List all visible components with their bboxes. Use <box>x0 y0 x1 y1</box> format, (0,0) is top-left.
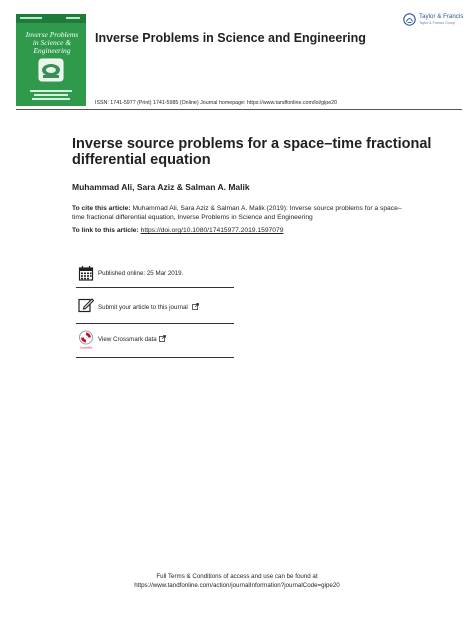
doi-link[interactable]: https://doi.org/10.1080/17415977.2019.1597079 <box>140 227 284 234</box>
footer-line1: Full Terms & Conditions of access and use can be found at <box>156 573 318 580</box>
crossmark-link <box>98 335 166 343</box>
submit-article-text[interactable]: Submit your article to this journal <box>98 304 188 311</box>
calendar-icon <box>78 265 94 281</box>
link-label: To link to this article: <box>72 227 139 234</box>
crossmark-row[interactable] <box>76 328 234 358</box>
publisher-name: Taylor & Francis <box>419 13 464 20</box>
crossmark-text[interactable]: View Crossmark data <box>98 336 157 343</box>
published-online-row <box>76 264 234 288</box>
submit-article-row[interactable] <box>76 294 234 324</box>
cover-header-band <box>16 14 86 23</box>
cite-text: Muhammad Ali, Sara Aziz & Salman A. Malik (2019): Inverse source problems for a space–time fractional differential equation, Inverse Problems in Science and Engineering <box>72 205 402 222</box>
journal-cover-thumbnail <box>16 14 86 106</box>
taylor-francis-logo-icon <box>403 13 416 26</box>
published-online-text: Published online: 25 Mar 2019. <box>98 270 184 277</box>
crossmark-logo-text: CrossMark <box>79 346 93 350</box>
article-link-line <box>72 227 283 234</box>
footer-url[interactable]: https://www.tandfonline.com/action/journalInformation?journalCode=gipe20 <box>134 581 340 589</box>
issn-homepage-line[interactable]: ISSN: 1741-5977 (Print) 1741-5985 (Online) Journal homepage: https://www.tandfonline.com/loi/gipe20 <box>95 100 338 106</box>
cover-emblem-icon <box>38 58 64 82</box>
cover-title-line1: Inverse Problems <box>25 30 79 39</box>
submit-article-link <box>98 303 199 311</box>
journal-name[interactable]: Inverse Problems in Science and Engineering <box>95 31 366 45</box>
header-divider <box>16 109 462 110</box>
publisher-tagline: Taylor & Francis Group <box>419 21 455 25</box>
terms-footer <box>0 573 474 590</box>
article-title: Inverse source problems for a space–time fractional differential equation <box>72 136 432 168</box>
cite-label: To cite this article: <box>72 205 131 212</box>
crossmark-icon <box>78 330 94 350</box>
cover-title-line2: in Science & Engineering <box>32 38 72 55</box>
divider <box>76 357 234 358</box>
divider <box>76 323 234 324</box>
divider <box>76 287 234 288</box>
edit-pencil-icon <box>78 297 94 313</box>
external-link-icon <box>159 335 166 342</box>
publisher-logo[interactable] <box>403 13 463 35</box>
external-link-icon <box>192 303 199 310</box>
citation-block <box>72 204 402 223</box>
cover-title <box>20 31 84 55</box>
article-authors: Muhammad Ali, Sara Aziz & Salman A. Malik <box>72 182 250 192</box>
